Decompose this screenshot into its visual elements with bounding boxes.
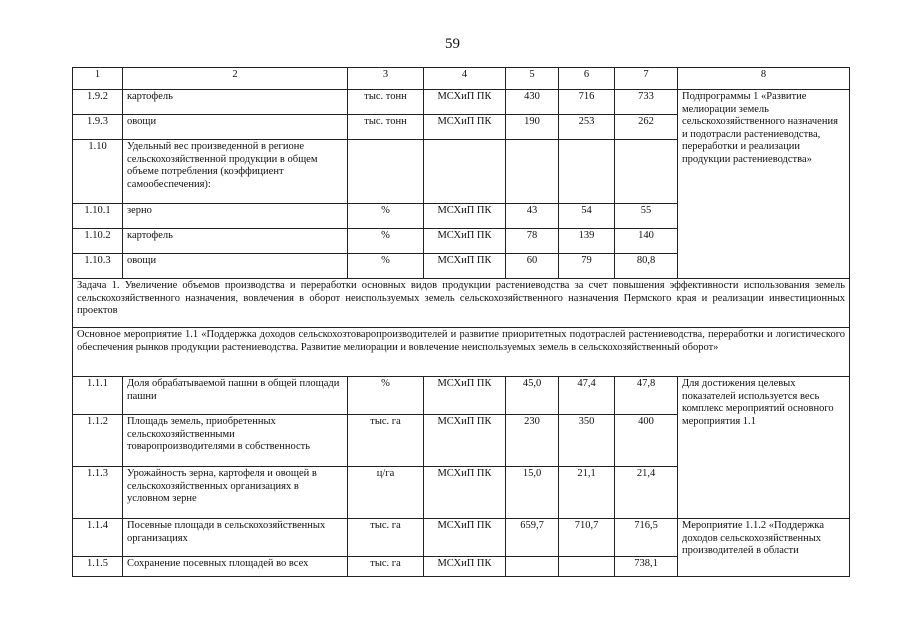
note-cell: Мероприятие 1.1.2 «Поддержка доходов сельскохозяйственных производителей в области — [678, 519, 850, 577]
responsible: МСХиП ПК — [424, 415, 506, 467]
value-3: 400 — [615, 415, 678, 467]
value-2: 139 — [559, 229, 615, 254]
indicator-name: овощи — [123, 115, 348, 140]
responsible: МСХиП ПК — [424, 557, 506, 577]
responsible: МСХиП ПК — [424, 115, 506, 140]
header-cell: 4 — [424, 68, 506, 90]
indicator-name: зерно — [123, 204, 348, 229]
main-event-text: Основное мероприятие 1.1 «Поддержка доходов сельскохозтоваропроизводителей и развитие приоритетных подотраслей растениеводства, переработки и логистического обеспечения рынков продукции растениеводства. Развитие мелиорации и вовлечение неиспользуемых земель в сельскохозяйственный оборот» — [73, 328, 850, 377]
responsible: МСХиП ПК — [424, 90, 506, 115]
responsible — [424, 140, 506, 204]
header-cell: 6 — [559, 68, 615, 90]
responsible: МСХиП ПК — [424, 519, 506, 557]
value-3: 47,8 — [615, 377, 678, 415]
unit: тыс. тонн — [348, 115, 424, 140]
value-2: 350 — [559, 415, 615, 467]
value-1 — [506, 557, 559, 577]
value-3: 716,5 — [615, 519, 678, 557]
unit: % — [348, 204, 424, 229]
unit: тыс. га — [348, 519, 424, 557]
row-number: 1.9.2 — [73, 90, 123, 115]
value-3: 262 — [615, 115, 678, 140]
indicator-name: Удельный вес произведенной в регионе сельскохозяйственной продукции в общем объеме потребления (коэффициент самообеспечения): — [123, 140, 348, 204]
unit: % — [348, 229, 424, 254]
value-2 — [559, 140, 615, 204]
header-cell: 7 — [615, 68, 678, 90]
indicator-name: Сохранение посевных площадей во всех — [123, 557, 348, 577]
row-number: 1.1.1 — [73, 377, 123, 415]
note-cell: Для достижения целевых показателей используется весь комплекс мероприятий основного мероприятия 1.1 — [678, 377, 850, 519]
value-3: 55 — [615, 204, 678, 229]
unit: % — [348, 254, 424, 279]
value-1: 230 — [506, 415, 559, 467]
row-number: 1.1.3 — [73, 467, 123, 519]
header-cell: 1 — [73, 68, 123, 90]
value-2 — [559, 557, 615, 577]
value-1: 43 — [506, 204, 559, 229]
value-1: 190 — [506, 115, 559, 140]
indicator-name: овощи — [123, 254, 348, 279]
value-2: 253 — [559, 115, 615, 140]
unit: тыс. тонн — [348, 90, 424, 115]
task-row — [73, 279, 850, 328]
value-2: 21,1 — [559, 467, 615, 519]
task-text: Задача 1. Увеличение объемов производства и переработки основных видов продукции растениеводства за счет повышения эффективности использования земель сельскохозяйственного назначения, вовлечения в оборот неиспользуемых земель сельскохозяйственного назначения Пермского края и реализации инвестиционных проектов — [73, 279, 850, 328]
row-number: 1.9.3 — [73, 115, 123, 140]
main-event-row — [73, 328, 850, 377]
indicator-name: Посевные площади в сельскохозяйственных организациях — [123, 519, 348, 557]
indicator-name: Доля обрабатываемой пашни в общей площади пашни — [123, 377, 348, 415]
responsible: МСХиП ПК — [424, 467, 506, 519]
unit: тыс. га — [348, 557, 424, 577]
header-cell: 8 — [678, 68, 850, 90]
row-number: 1.1.5 — [73, 557, 123, 577]
table-row — [73, 90, 850, 115]
value-2: 79 — [559, 254, 615, 279]
unit: ц/га — [348, 467, 424, 519]
responsible: МСХиП ПК — [424, 377, 506, 415]
value-1: 659,7 — [506, 519, 559, 557]
value-1: 45,0 — [506, 377, 559, 415]
indicator-name: картофель — [123, 229, 348, 254]
value-1: 78 — [506, 229, 559, 254]
row-number: 1.1.4 — [73, 519, 123, 557]
value-3: 140 — [615, 229, 678, 254]
row-number: 1.1.2 — [73, 415, 123, 467]
page-number: 59 — [445, 36, 460, 52]
value-1: 430 — [506, 90, 559, 115]
value-3: 80,8 — [615, 254, 678, 279]
value-1: 15,0 — [506, 467, 559, 519]
unit: % — [348, 377, 424, 415]
responsible: МСХиП ПК — [424, 229, 506, 254]
indicator-name: Урожайность зерна, картофеля и овощей в сельскохозяйственных организациях в условном зерне — [123, 467, 348, 519]
table-row — [73, 377, 850, 415]
table-row — [73, 519, 850, 557]
value-2: 716 — [559, 90, 615, 115]
value-3 — [615, 140, 678, 204]
indicator-name: Площадь земель, приобретенных сельскохозяйственными товаропроизводителями в собственность — [123, 415, 348, 467]
header-cell: 2 — [123, 68, 348, 90]
value-1: 60 — [506, 254, 559, 279]
value-3: 738,1 — [615, 557, 678, 577]
unit: тыс. га — [348, 415, 424, 467]
value-3: 21,4 — [615, 467, 678, 519]
note-cell: Подпрограммы 1 «Развитие мелиорации земель сельскохозяйственного назначения и подотрасли растениеводства, переработки и реализации продукции растениеводства» — [678, 90, 850, 279]
row-number: 1.10.1 — [73, 204, 123, 229]
value-3: 733 — [615, 90, 678, 115]
row-number: 1.10.2 — [73, 229, 123, 254]
row-number: 1.10 — [73, 140, 123, 204]
header-cell: 3 — [348, 68, 424, 90]
value-2: 47,4 — [559, 377, 615, 415]
responsible: МСХиП ПК — [424, 254, 506, 279]
row-number: 1.10.3 — [73, 254, 123, 279]
value-1 — [506, 140, 559, 204]
value-2: 710,7 — [559, 519, 615, 557]
indicator-name: картофель — [123, 90, 348, 115]
header-cell: 5 — [506, 68, 559, 90]
unit — [348, 140, 424, 204]
header-row — [73, 68, 850, 90]
value-2: 54 — [559, 204, 615, 229]
responsible: МСХиП ПК — [424, 204, 506, 229]
indicators-table — [72, 67, 850, 577]
